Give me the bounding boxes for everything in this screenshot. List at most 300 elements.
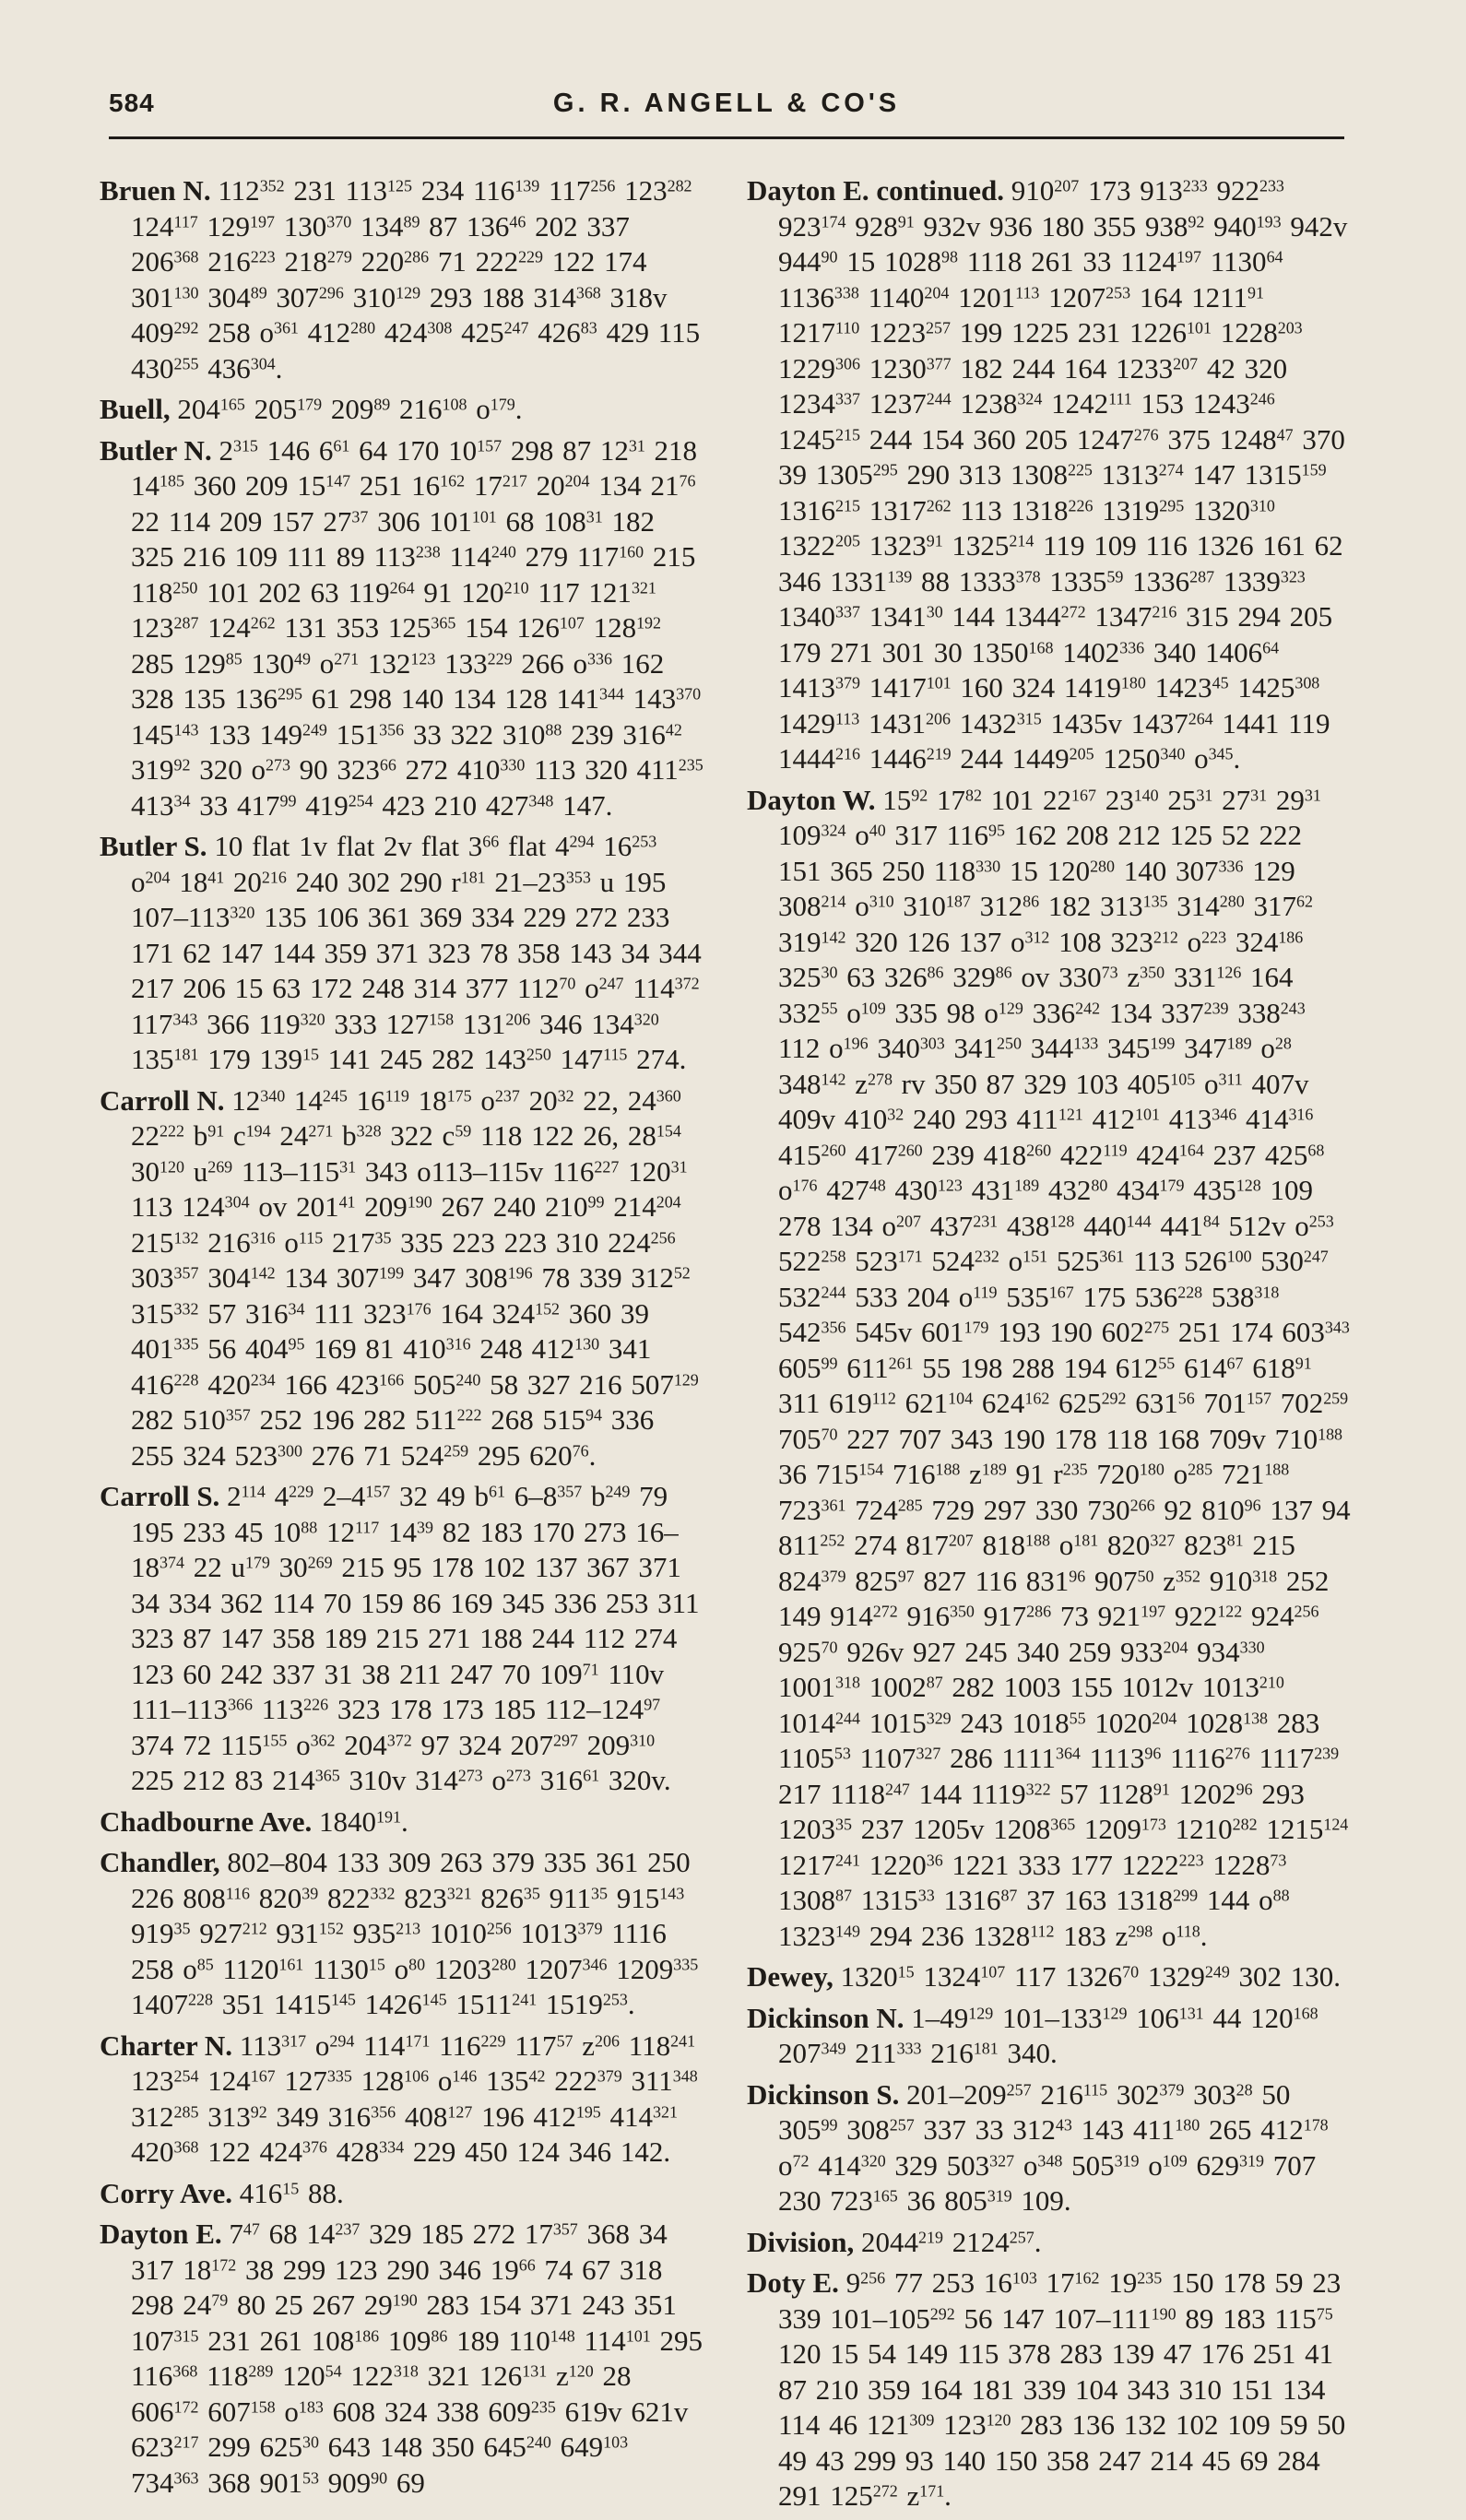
superscript-number: 42 — [528, 2066, 546, 2086]
superscript-number: 158 — [250, 2397, 276, 2417]
superscript-number: 374 — [160, 1553, 184, 1572]
superscript-number: 139 — [887, 567, 913, 586]
superscript-number: 157 — [477, 436, 502, 455]
superscript-number: 280 — [1219, 892, 1245, 911]
superscript-number: 160 — [619, 542, 644, 562]
superscript-number: 222 — [456, 1405, 482, 1425]
superscript-number: 40 — [869, 821, 886, 840]
superscript-number: 144 — [1126, 1212, 1152, 1231]
superscript-number: 196 — [843, 1034, 869, 1053]
superscript-number: 235 — [1062, 1460, 1088, 1479]
superscript-number: 308 — [1295, 673, 1320, 692]
superscript-number: 379 — [577, 1919, 603, 1938]
superscript-number: 246 — [1249, 389, 1275, 408]
superscript-number: 199 — [379, 1263, 405, 1283]
superscript-number: 340 — [1160, 744, 1186, 763]
running-title: G. R. ANGELL & CO'S — [552, 89, 901, 118]
superscript-number: 378 — [1015, 567, 1041, 586]
house-numbers: $1-49^{129}$ $101-133^{129}$ $106^{131}$ 44 $120^{168}$ $207^{349}$ $211^{333}$ $216^{181}$ 340. — [778, 2001, 1318, 2069]
house-numbers: $9^{256}$ 77 253 $16^{103}$ $17^{162}$ $19^{235}$ 150 178 59 23 339 $101-105^{292}$ 56 147 $107-111^{190}$ 89 183 $115^{75}$ 120 15 54 149 115 378 283 139 47 176 251 41 87 210 359 164 181 339 104 343 310 151 134 114 46 $121^{309}$ $123^{120}$ 283 136 132 102 109 59 50 49 43 299 93 140 150 358 247 214 45 69 284 291 $125^{272}$ $z^{171}$. — [778, 2266, 1346, 2512]
street-entry — [747, 1959, 1351, 1995]
superscript-number: 256 — [590, 176, 616, 195]
superscript-number: 321 — [631, 578, 656, 597]
superscript-number: 172 — [173, 2397, 199, 2417]
superscript-number: 296 — [318, 283, 344, 302]
superscript-number: 260 — [821, 1141, 846, 1160]
street-entry — [100, 392, 703, 428]
superscript-number: 350 — [1140, 963, 1165, 982]
superscript-number: 237 — [494, 1086, 520, 1106]
superscript-number: 278 — [867, 1070, 893, 1089]
superscript-number: 101 — [625, 2326, 651, 2346]
superscript-number: 84 — [1202, 1212, 1220, 1231]
house-numbers: $15^{92}$ $17^{82}$ 101 $22^{167}$ $23^{140}$ $25^{31}$ $27^{31}$ $29^{31}$ $109^{324}$ $o^{40}$ 317 $116^{95}$ 162 208 212 125 52 222 151 365 250 $118^{330}$ 15 $120^{280}$ 140 $307^{336}$ 129 $308^{214}$ $o^{310}$ $310^{187}$ $312^{86}$ 182 $313^{135}$ $314^{280}$ $317^{62}$ $319^{142}$ 320 126 137 $o^{312}$ 108 $323^{212}$ $o^{223}$ $324^{186}$ $325^{30}$ 63 $326^{86}$ $329^{86}$ ov $330^{73}$ $z^{350}$ $331^{126}$ 164 $332^{55}$ $o^{109}$ 335 98 $o^{129}$ $336^{242}$ 134 $337^{239}$ $338^{243}$ 112 $o^{196}$ $340^{303}$ $341^{250}$ $344^{133}$ $345^{199}$ $347^{189}$ $o^{28}$ $348^{142}$ $z^{278}$ rv 350 87 329 103 $405^{105}$ $o^{311}$ 407v 409v $410^{32}$ 240 293 $411^{121}$ $412^{101}$ $413^{346}$ $414^{316}$ $415^{260}$ $417^{260}$ 239 $418^{260}$ $422^{119}$ $424^{164}$ 237 $425^{68}$ $o^{176}$ $427^{48}$ $430^{123}$ $431^{189}$ $432^{80}$ $434^{179}$ $435^{128}$ 109 278 134 $o^{207}$ $437^{231}$ $438^{128}$ $440^{144}$ $441^{84}$ 512v $o^{253}$ $522^{258}$ $523^{171}$ $524^{232}$ $o^{151}$ $525^{361}$ 113 $526^{100}$ $530^{247}$ $532^{244}$ 533 204 $o^{119}$ $535^{167}$ 175 $536^{228}$ $538^{318}$ $542^{356}$ 545v $601^{179}$ 193 190 $602^{275}$ 251 174 $603^{343}$ $605^{99}$ $611^{261}$ 55 198 288 194 $612^{55}$ $614^{67}$ $618^{91}$ 311 $619^{112}$ $621^{104}$ $624^{162}$ $625^{292}$ $631^{56}$ $701^{157}$ $702^{259}$ $705^{70}$ 227 707 343 190 178 118 168 709v $710^{188}$ 36 $715^{154}$ $716^{188}$ $z^{189}$ 91 $r^{235}$ $720^{180}$ $o^{285}$ $721^{188}$ $723^{361}$ $724^{285}$ 729 297 330 $730^{266}$ 92 $810^{96}$ 137 94 $811^{252}$ 274 $817^{207}$ $818^{188}$ $o^{181}$ $820^{327}$ $823^{81}$ 215 $824^{379}$ $825^{97}$ 827 116 $831^{96}$ $907^{50}$ $z^{352}$ $910^{318}$ 252 149 $914^{272}$ $916^{350}$ $917^{286}$ 73 $921^{197}$ $922^{122}$ $924^{256}$ $925^{70}$ 926v 927 245 340 259 $933^{204}$ $934^{330}$ 1001$^{318}$ 1002$^{87}$ 282 1003 155 1012v 1013$^{210}$ 1014$^{244}$ 1015$^{329}$ 243 1018$^{55}$ 1020$^{204}$ 1028$^{138}$ 283 1105$^{53}$ 1107$^{327}$ 286 1111$^{364}$ 1113$^{96}$ 1116$^{276}$ 1117$^{239}$ 217 1118$^{247}$ 144 1119$^{322}$ 57 1128$^{91}$ 1202$^{96}$ 293 1203$^{35}$ 237 1205v 1208$^{365}$ 1209$^{173}$ 1210$^{282}$ 1215$^{124}$ 1217$^{241}$ 1220$^{36}$ 1221 333 177 1222$^{223}$ 1228$^{73}$ 1308$^{87}$ 1315$^{33}$ 1316$^{87}$ 37 163 1318$^{299}$ 144 $o^{88}$ 1323$^{149}$ 294 236 1328$^{112}$ 183 $z^{298}$ $o^{118}$. — [778, 783, 1351, 1952]
street-name: Buell, — [100, 393, 171, 425]
superscript-number: 337 — [835, 602, 860, 621]
superscript-number: 152 — [318, 1919, 344, 1938]
superscript-number: 86 — [927, 963, 944, 982]
superscript-number: 31 — [339, 1157, 357, 1177]
superscript-number: 154 — [858, 1460, 884, 1479]
superscript-number: 229 — [487, 649, 513, 668]
superscript-number: 87 — [926, 1673, 943, 1692]
superscript-number: 89 — [250, 283, 267, 302]
superscript-number: 257 — [926, 318, 951, 337]
superscript-number: 352 — [259, 176, 285, 195]
superscript-number: 292 — [929, 2304, 955, 2324]
superscript-number: 89 — [373, 395, 391, 414]
superscript-number: 210 — [503, 578, 529, 597]
superscript-number: 276 — [1224, 1744, 1250, 1763]
superscript-number: 115 — [1082, 2080, 1108, 2100]
superscript-number: 66 — [482, 832, 500, 851]
superscript-number: 165 — [872, 2186, 898, 2206]
superscript-number: 215 — [835, 496, 860, 515]
superscript-number: 162 — [1074, 2268, 1100, 2288]
superscript-number: 333 — [896, 2039, 922, 2058]
superscript-number: 266 — [1129, 1496, 1155, 1515]
superscript-number: 318 — [1254, 1283, 1280, 1302]
superscript-number: 91 — [897, 212, 915, 231]
superscript-number: 357 — [557, 1482, 583, 1501]
superscript-number: 214 — [1009, 531, 1034, 550]
superscript-number: 39 — [301, 1884, 319, 1903]
superscript-number: 269 — [207, 1157, 233, 1177]
superscript-number: 319 — [987, 2186, 1012, 2206]
superscript-number: 80 — [1091, 1176, 1108, 1195]
superscript-number: 343 — [1324, 1318, 1350, 1337]
street-name: Butler N. — [100, 433, 212, 467]
superscript-number: 97 — [897, 1567, 915, 1586]
superscript-number: 349 — [821, 2039, 846, 2058]
superscript-number: 62 — [1295, 892, 1313, 911]
superscript-number: 247 — [884, 1780, 910, 1799]
superscript-number: 111 — [1108, 389, 1132, 408]
superscript-number: 226 — [303, 1695, 329, 1714]
superscript-number: 187 — [945, 892, 971, 911]
superscript-number: 343 — [172, 1010, 198, 1029]
superscript-number: 370 — [326, 212, 352, 231]
superscript-number: 166 — [379, 1370, 405, 1390]
superscript-number: 276 — [1133, 425, 1159, 444]
superscript-number: 188 — [935, 1460, 961, 1479]
superscript-number: 280 — [491, 1955, 516, 1974]
superscript-number: 127 — [447, 2102, 473, 2122]
superscript-number: 213 — [396, 1919, 421, 1938]
superscript-number: 115 — [603, 1045, 628, 1064]
page-header — [109, 89, 1344, 131]
superscript-number: 271 — [308, 1121, 334, 1141]
superscript-number: 336 — [1119, 638, 1145, 657]
superscript-number: 257 — [1006, 2080, 1032, 2100]
superscript-number: 368 — [172, 2361, 198, 2381]
superscript-number: 92 — [173, 755, 191, 775]
superscript-number: 179 — [297, 395, 323, 414]
superscript-number: 71 — [582, 1660, 599, 1679]
superscript-number: 294 — [569, 832, 595, 851]
superscript-number: 279 — [326, 247, 352, 266]
superscript-number: 186 — [1278, 928, 1304, 947]
superscript-number: 315 — [232, 436, 258, 455]
superscript-number: 79 — [211, 2290, 229, 2310]
superscript-number: 312 — [1024, 928, 1050, 947]
superscript-number: 113 — [835, 709, 860, 728]
superscript-number: 131 — [522, 2361, 548, 2381]
superscript-number: 98 — [940, 247, 958, 266]
superscript-number: 330 — [500, 755, 526, 775]
superscript-number: 50 — [1137, 1567, 1154, 1586]
superscript-number: 191 — [376, 1807, 401, 1827]
superscript-number: 379 — [835, 673, 860, 692]
street-name: Bruen N. — [100, 174, 211, 207]
superscript-number: 219 — [926, 744, 952, 763]
superscript-number: 181 — [460, 868, 486, 887]
superscript-number: 119 — [973, 1283, 998, 1302]
superscript-number: 130 — [173, 283, 199, 302]
superscript-number: 361 — [1099, 1247, 1125, 1266]
superscript-number: 206 — [505, 1010, 531, 1029]
superscript-number: 253 — [602, 1990, 628, 2009]
superscript-number: 303 — [919, 1034, 945, 1053]
superscript-number: 103 — [1011, 2268, 1037, 2288]
superscript-number: 255 — [173, 354, 199, 373]
house-numbers: 10 flat 1v flat 2v flat $3^{66}$ flat $4^{294}$ $16^{253}$ $o^{204}$ $18^{41}$ $20^{216}$ 240 302 290 $r^{181}$ $21-23^{353}$ u 195 $107-113^{320}$ 135 106 361 369 334 229 272 233 171 62 147 144 359 371 323 78 358 143 34 344 217 206 15 63 172 248 314 377 $112^{70}$ $o^{247}$ $114^{372}$ $117^{343}$ 366 $119^{320}$ 333 $127^{158}$ $131^{206}$ 346 $134^{320}$ $135^{181}$ 179 $139^{15}$ 141 245 282 $143^{250}$ $147^{115}$ 274. — [131, 830, 702, 1075]
superscript-number: 245 — [322, 1086, 348, 1106]
superscript-number: 232 — [974, 1247, 999, 1266]
superscript-number: 294 — [329, 2031, 355, 2051]
superscript-number: 249 — [301, 720, 327, 739]
street-entry — [100, 1083, 703, 1474]
superscript-number: 362 — [310, 1731, 336, 1750]
superscript-number: 95 — [288, 1334, 305, 1354]
superscript-number: 239 — [1314, 1744, 1340, 1763]
superscript-number: 319 — [1238, 2151, 1264, 2171]
superscript-number: 204 — [1163, 1638, 1188, 1657]
superscript-number: 138 — [1243, 1709, 1269, 1728]
superscript-number: 216 — [1152, 602, 1177, 621]
superscript-number: 129 — [968, 2004, 994, 2023]
superscript-number: 272 — [1060, 602, 1086, 621]
superscript-number: 317 — [281, 2031, 307, 2051]
superscript-number: 271 — [334, 649, 360, 668]
superscript-number: 168 — [1293, 2004, 1318, 2023]
street-name: Dickinson N. — [747, 2001, 904, 2034]
superscript-number: 145 — [421, 1990, 447, 2009]
superscript-number: 363 — [173, 2468, 199, 2488]
superscript-number: 239 — [1203, 999, 1229, 1018]
superscript-number: 261 — [888, 1354, 914, 1373]
superscript-number: 275 — [1144, 1318, 1170, 1337]
superscript-number: 66 — [518, 2255, 536, 2275]
page-number: 584 — [109, 89, 155, 117]
superscript-number: 295 — [1159, 496, 1185, 515]
superscript-number: 113 — [1015, 283, 1040, 302]
superscript-number: 295 — [278, 684, 302, 704]
superscript-number: 173 — [1141, 1815, 1166, 1834]
superscript-number: 135 — [1142, 892, 1168, 911]
superscript-number: 92 — [250, 2102, 267, 2122]
superscript-number: 171 — [405, 2031, 431, 2051]
superscript-number: 240 — [526, 2432, 551, 2452]
superscript-number: 311 — [1218, 1070, 1243, 1089]
superscript-number: 59 — [1106, 567, 1124, 586]
superscript-number: 315 — [1016, 709, 1042, 728]
superscript-number: 204 — [1152, 1709, 1177, 1728]
superscript-number: 39 — [417, 1518, 433, 1537]
superscript-number: 244 — [926, 389, 952, 408]
superscript-number: 96 — [1244, 1496, 1261, 1515]
street-name: Doty E. — [747, 2266, 839, 2299]
superscript-number: 174 — [821, 212, 846, 231]
superscript-number: 253 — [1105, 283, 1131, 302]
superscript-number: 223 — [250, 247, 276, 266]
house-numbers: 802–804 133 309 263 379 335 361 250 226 $808^{116}$ $820^{39}$ $822^{332}$ $823^{321}$ $826^{35}$ $911^{35}$ $915^{143}$ $919^{35}$ $927^{212}$ $931^{152}$ $935^{213}$ 1010$^{256}$ 1013$^{379}$ 1116 258 $o^{85}$ 1120$^{161}$ 1130$^{15}$ $o^{80}$ 1203$^{280}$ 1207$^{346}$ 1209$^{335}$ 1407$^{228}$ 351 1415$^{145}$ 1426$^{145}$ 1511$^{241}$ 1519$^{253}$. — [131, 1846, 699, 2020]
superscript-number: 365 — [314, 1766, 340, 1785]
superscript-number: 99 — [279, 791, 297, 810]
superscript-number: 142 — [821, 1070, 846, 1089]
superscript-number: 327 — [1150, 1531, 1176, 1550]
superscript-number: 304 — [224, 1192, 250, 1212]
superscript-number: 205 — [1069, 744, 1094, 763]
superscript-number: 356 — [821, 1318, 846, 1337]
superscript-number: 292 — [173, 318, 199, 337]
superscript-number: 328 — [356, 1121, 382, 1141]
superscript-number: 360 — [656, 1086, 681, 1106]
superscript-number: 46 — [509, 212, 526, 231]
superscript-number: 172 — [211, 2255, 237, 2275]
street-entry — [100, 2176, 703, 2212]
superscript-number: 142 — [250, 1263, 276, 1283]
superscript-number: 212 — [242, 1919, 267, 1938]
superscript-number: 217 — [173, 2432, 199, 2452]
superscript-number: 103 — [603, 2432, 629, 2452]
superscript-number: 336 — [1218, 857, 1244, 876]
superscript-number: 86 — [1023, 892, 1040, 911]
superscript-number: 244 — [835, 1709, 860, 1728]
superscript-number: 338 — [833, 283, 859, 302]
superscript-number: 332 — [370, 1884, 396, 1903]
superscript-number: 56 — [1177, 1389, 1195, 1408]
house-numbers: $910^{207}$ 173 $913^{233}$ $922^{233}$ $923^{174}$ $928^{91}$ 932v 936 180 355 $938^{92}$ $940^{193}$ 942v $944^{90}$ 15 1028$^{98}$ 1118 261 33 1124$^{197}$ 1130$^{64}$ 1136$^{338}$ 1140$^{204}$ 1201$^{113}$ 1207$^{253}$ 164 1211$^{91}$ 1217$^{110}$ 1223$^{257}$ 199 1225 231 1226$^{101}$ 1228$^{203}$ 1229$^{306}$ 1230$^{377}$ 182 244 164 1233$^{207}$ 42 320 1234$^{337}$ 1237$^{244}$ 1238$^{324}$ 1242$^{111}$ 153 1243$^{246}$ 1245$^{215}$ 244 154 360 205 1247$^{276}$ 375 1248$^{47}$ 370 39 1305$^{295}$ 290 313 1308$^{225}$ 1313$^{274}$ 147 1315$^{159}$ 1316$^{215}$ 1317$^{262}$ 113 1318$^{226}$ 1319$^{295}$ 1320$^{310}$ 1322$^{205}$ 1323$^{91}$ 1325$^{214}$ 119 109 116 1326 161 62 346 1331$^{139}$ 88 1333$^{378}$ 1335$^{59}$ 1336$^{287}$ 1339$^{323}$ 1340$^{337}$ 1341$^{30}$ 144 1344$^{272}$ 1347$^{216}$ 315 294 205 179 271 301 30 1350$^{168}$ 1402$^{336}$ 340 1406$^{64}$ 1413$^{379}$ 1417$^{101}$ 160 324 1419$^{180}$ 1423$^{45}$ 1425$^{308}$ 1429$^{113}$ 1431$^{206}$ 1432$^{315}$ 1435v 1437$^{264}$ 1441 119 1444$^{216}$ 1446$^{219}$ 244 1449$^{205}$ 1250$^{340}$ $o^{345}$. — [778, 174, 1348, 775]
superscript-number: 285 — [173, 2102, 199, 2122]
superscript-number: 226 — [1068, 496, 1094, 515]
superscript-number: 334 — [379, 2137, 405, 2157]
superscript-number: 235 — [1137, 2268, 1163, 2288]
superscript-number: 36 — [926, 1851, 943, 1870]
superscript-number: 196 — [507, 1263, 533, 1283]
superscript-number: 15 — [368, 1955, 385, 1974]
superscript-number: 96 — [1069, 1567, 1086, 1586]
street-name: Division, — [747, 2225, 855, 2258]
superscript-number: 53 — [833, 1744, 851, 1763]
street-name: Charter N. — [100, 2029, 233, 2062]
superscript-number: 235 — [530, 2397, 556, 2417]
superscript-number: 241 — [835, 1851, 860, 1870]
superscript-number: 241 — [670, 2031, 696, 2051]
superscript-number: 190 — [392, 2290, 418, 2310]
superscript-number: 280 — [350, 318, 376, 337]
superscript-number: 199 — [1150, 1034, 1176, 1053]
street-entry — [100, 829, 703, 1078]
house-numbers: $7^{47}$ 68 $14^{237}$ 329 185 272 $17^{357}$ 368 34 317 $18^{172}$ 38 299 123 290 346 $19^{66}$ 74 67 318 298 $24^{79}$ 80 25 267 $29^{190}$ 283 154 371 243 351 $107^{315}$ 231 261 $108^{186}$ $109^{86}$ 189 $110^{148}$ $114^{101}$ 295 $116^{368}$ $118^{289}$ $120^{54}$ $122^{318}$ 321 $126^{131}$ $z^{120}$ 28 $606^{172}$ $607^{158}$ $o^{183}$ 608 324 338 $609^{235}$ 619v 621v $623^{217}$ 299 $625^{30}$ 643 148 350 $645^{240}$ $649^{103}$ $734^{363}$ 368 $901^{53}$ $909^{90}$ 69 — [131, 2218, 703, 2499]
superscript-number: 94 — [585, 1405, 602, 1425]
superscript-number: 207 — [1054, 176, 1080, 195]
superscript-number: 140 — [1133, 786, 1159, 805]
superscript-number: 129 — [673, 1370, 699, 1390]
superscript-number: 273 — [457, 1766, 483, 1785]
superscript-number: 206 — [595, 2031, 620, 2051]
house-numbers: $113^{317}$ $o^{294}$ $114^{171}$ $116^{229}$ $117^{57}$ $z^{206}$ $118^{241}$ $123^{254}$ $124^{167}$ $127^{335}$ $128^{106}$ $o^{146}$ $135^{42}$ $222^{379}$ $311^{348}$ $312^{285}$ $313^{92}$ 349 $316^{356}$ $408^{127}$ 196 $412^{195}$ $414^{321}$ $420^{368}$ 122 $424^{376}$ $428^{334}$ 229 450 124 346 142. — [131, 2029, 698, 2168]
superscript-number: 318 — [835, 1673, 860, 1692]
superscript-number: 260 — [1026, 1141, 1052, 1160]
superscript-number: 272 — [872, 1602, 898, 1621]
superscript-number: 178 — [1303, 2115, 1329, 2135]
superscript-number: 89 — [403, 212, 420, 231]
superscript-number: 332 — [173, 1299, 199, 1319]
superscript-number: 310 — [630, 1731, 656, 1750]
superscript-number: 286 — [1026, 1602, 1052, 1621]
superscript-number: 335 — [326, 2066, 352, 2086]
superscript-number: 376 — [301, 2137, 327, 2157]
superscript-number: 176 — [792, 1176, 818, 1195]
superscript-number: 194 — [245, 1121, 271, 1141]
superscript-number: 254 — [173, 2066, 199, 2086]
superscript-number: 181 — [1073, 1531, 1099, 1550]
superscript-number: 117 — [173, 212, 198, 231]
superscript-number: 240 — [455, 1370, 481, 1390]
superscript-number: 299 — [1173, 1886, 1199, 1905]
superscript-number: 92 — [1188, 212, 1205, 231]
superscript-number: 228 — [1177, 1283, 1203, 1302]
superscript-number: 52 — [673, 1263, 691, 1283]
superscript-number: 227 — [594, 1157, 620, 1177]
superscript-number: 149 — [835, 1922, 860, 1941]
superscript-number: 304 — [250, 354, 276, 373]
house-numbers: $112^{352}$ 231 $113^{125}$ 234 $116^{139}$ $117^{256}$ $123^{282}$ $124^{117}$ $129^{197}$ $130^{370}$ $134^{89}$ 87 $136^{46}$ 202 337 $206^{368}$ $216^{223}$ $218^{279}$ $220^{286}$ 71 $222^{229}$ 122 174 $301^{130}$ $304^{89}$ $307^{296}$ $310^{129}$ 293 188 $314^{368}$ 318v $409^{292}$ 258 $o^{361}$ $412^{280}$ $424^{308}$ $425^{247}$ $426^{83}$ 429 115 $430^{255}$ $436^{304}$. — [131, 174, 701, 385]
superscript-number: 320 — [860, 2151, 886, 2171]
superscript-number: 212 — [1153, 928, 1178, 947]
superscript-number: 269 — [307, 1553, 333, 1572]
superscript-number: 247 — [1303, 1247, 1329, 1266]
superscript-number: 109 — [860, 999, 886, 1018]
superscript-number: 35 — [523, 1884, 540, 1903]
superscript-number: 179 — [244, 1553, 270, 1572]
superscript-number: 100 — [1226, 1247, 1252, 1266]
superscript-number: 344 — [598, 684, 624, 704]
superscript-number: 189 — [1226, 1034, 1252, 1053]
superscript-number: 139 — [514, 176, 540, 195]
superscript-number: 273 — [265, 755, 290, 775]
superscript-number: 145 — [330, 1990, 356, 2009]
superscript-number: 132 — [173, 1228, 199, 1248]
house-numbers: 1840$^{191}$. — [319, 1804, 408, 1838]
superscript-number: 204 — [145, 868, 171, 887]
superscript-number: 81 — [1226, 1531, 1244, 1550]
superscript-number: 319 — [1114, 2151, 1140, 2171]
superscript-number: 258 — [821, 1247, 846, 1266]
superscript-number: 87 — [835, 1886, 852, 1905]
superscript-number: 70 — [1122, 1962, 1140, 1982]
superscript-number: 241 — [512, 1990, 538, 2009]
superscript-number: 238 — [415, 542, 441, 562]
superscript-number: 70 — [821, 1425, 838, 1444]
superscript-number: 282 — [1232, 1815, 1258, 1834]
superscript-number: 91 — [1247, 283, 1264, 302]
superscript-number: 130 — [574, 1334, 600, 1354]
superscript-number: 324 — [1017, 389, 1043, 408]
superscript-number: 35 — [374, 1228, 392, 1248]
superscript-number: 348 — [672, 2066, 698, 2086]
superscript-number: 64 — [1262, 638, 1280, 657]
street-name: Dewey, — [747, 1960, 833, 1993]
superscript-number: 372 — [386, 1731, 412, 1750]
superscript-number: 64 — [1266, 247, 1283, 266]
superscript-number: 76 — [572, 1441, 589, 1461]
street-entry — [100, 2217, 703, 2501]
superscript-number: 337 — [835, 389, 860, 408]
header-rule — [109, 136, 1344, 139]
superscript-number: 101 — [1187, 318, 1212, 337]
superscript-number: 192 — [636, 613, 662, 633]
superscript-number: 176 — [406, 1299, 432, 1319]
superscript-number: 99 — [821, 1354, 838, 1373]
superscript-number: 180 — [1120, 673, 1146, 692]
superscript-number: 295 — [872, 460, 898, 479]
superscript-number: 257 — [889, 2115, 915, 2135]
superscript-number: 228 — [173, 1370, 199, 1390]
superscript-number: 28 — [1274, 1034, 1292, 1053]
superscript-number: 97 — [644, 1695, 661, 1714]
street-entry — [747, 2001, 1351, 2072]
superscript-number: 223 — [1201, 928, 1227, 947]
superscript-number: 148 — [550, 2326, 575, 2346]
superscript-number: 357 — [173, 1263, 199, 1283]
superscript-number: 256 — [650, 1228, 676, 1248]
superscript-number: 235 — [678, 755, 703, 775]
superscript-number: 168 — [1028, 638, 1054, 657]
superscript-number: 231 — [973, 1212, 999, 1231]
superscript-number: 321 — [653, 2102, 678, 2122]
superscript-number: 280 — [1090, 857, 1116, 876]
superscript-number: 41 — [338, 1192, 356, 1212]
superscript-number: 85 — [196, 1955, 214, 1974]
superscript-number: 259 — [443, 1441, 469, 1461]
superscript-number: 214 — [821, 892, 846, 911]
street-name: Dayton E. continued. — [747, 174, 1005, 207]
superscript-number: 377 — [926, 354, 952, 373]
superscript-number: 197 — [250, 212, 275, 231]
superscript-number: 262 — [250, 613, 276, 633]
